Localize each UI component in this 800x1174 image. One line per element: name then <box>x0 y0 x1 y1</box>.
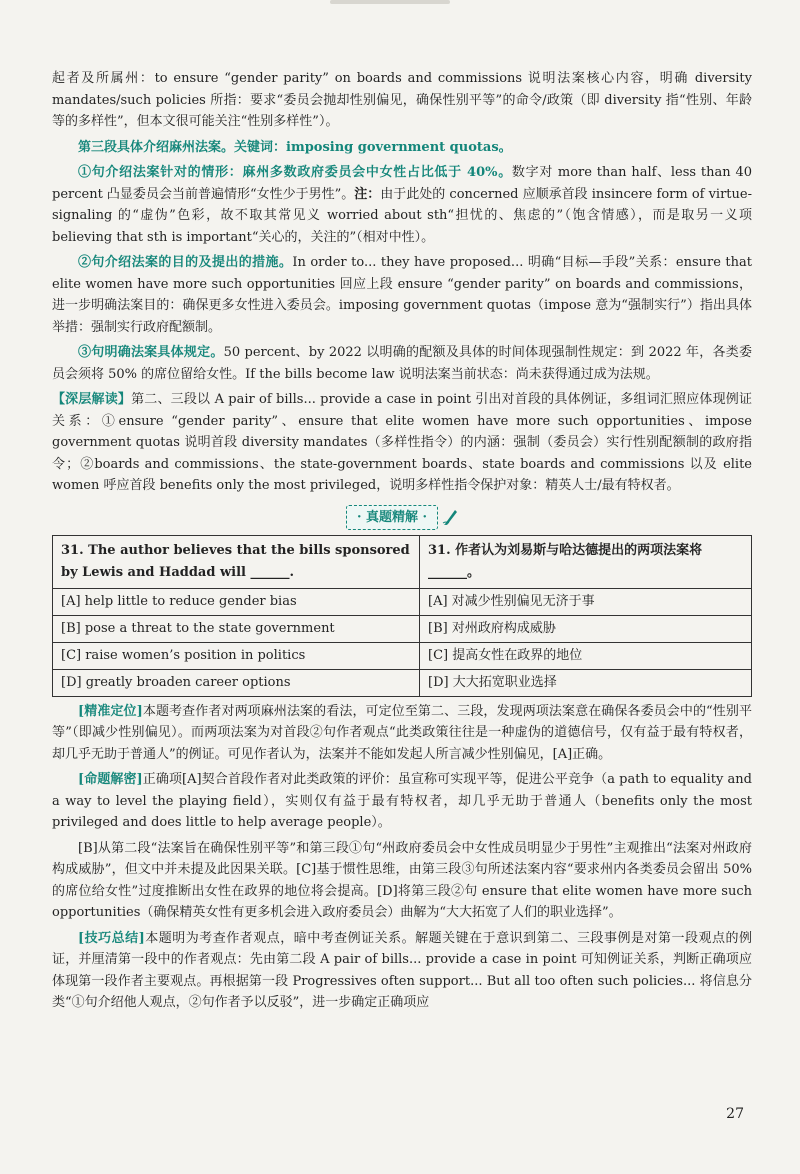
option-row <box>53 642 752 669</box>
precise-location-body: 本题考查作者对两项麻州法案的看法，可定位至第二、三段，发现两项法案意在确保各委员会中的“性别平等”（即减少性别偏见）。而两项法案为对首段②句作者观点“此类政策往往是一种虚伪的道德信号，仅有益于最有特权者，却几乎无助于普通人”的例证。可见作者认为，法案并不能如发起人所言减少性别偏见，[A]正确。 <box>52 703 752 762</box>
option-b-zh: [B] 对州政府构成威胁 <box>420 615 752 642</box>
option-a-en: [A] help little to reduce gender bias <box>53 588 420 615</box>
deep-reading-label: 【深层解读】 <box>52 392 132 407</box>
technique-summary-label: [技巧总结] <box>78 930 145 946</box>
option-d-en: [D] greatly broaden career options <box>53 669 420 696</box>
question-header-row <box>53 535 752 588</box>
paragraph-deep-reading <box>52 389 752 497</box>
sentence2-heading: ②句介绍法案的目的及提出的措施。 <box>78 255 293 270</box>
technique-summary-body: 本题明为考查作者观点，暗中考查例证关系。解题关键在于意识到第二、三段事例是对第一段观点的例证，并厘清第一段中的作者观点：先由第二段 A pair of bills... provide a case in point 可知例证关系，判断正确项应体现第一段作者主要观点。再根据第一段 Progressives often support... But all too often such policies... 将信息分类“①句介绍他人观点，②句作者予以反驳”，进一步确定正确项应 <box>52 930 752 1010</box>
option-c-zh: [C] 提高女性在政界的地位 <box>420 642 752 669</box>
main-content <box>52 68 752 1014</box>
paragraph-sentence2 <box>52 252 752 338</box>
section-banner <box>52 505 752 529</box>
paragraph-sentence3 <box>52 342 752 385</box>
paragraph-distractors: [B]从第二段“法案旨在确保性别平等”和第三段①句“州政府委员会中女性成员明显少于男性”主观推出“法案对州政府构成威胁”，但文中并未提及此因果关联。[C]基于惯性思维，由第三段③句所述法案内容“要求州内各类委员会留出 50% 的席位给女性”过度推断出女性在政界的地位将会提高。[D]将第三段②句 ensure that elite women have more such opportunities（确保精英女性有更多机会进入政府委员会）曲解为“大大拓宽了人们的职业选择”。 <box>52 840 752 920</box>
option-c-en: [C] raise women’s position in politics <box>53 642 420 669</box>
question-table <box>52 535 752 697</box>
deep-reading-body: 第二、三段以 A pair of bills... provide a case in point 引出对首段的具体例证，多组词汇照应体现例证关系：①ensure “gender parity”、ensure that elite women have more such opportunities、impose government quotas 说明首段 diversity mandates（多样性指令）的内涵：强制（委员会）实行性别配额制的政府指令；②boards and commissions、the state-government boards、state boards and commissions 以及 elite women 呼应首段 benefits only the most privileged，说明多样性指令保护对象：精英人士/最有特权者。 <box>52 392 752 493</box>
section-heading-para3: 第三段具体介绍麻州法案。关键词：imposing government quotas。 <box>78 139 512 155</box>
paragraph-precise-location <box>52 701 752 766</box>
option-b-en: [B] pose a threat to the state government <box>53 615 420 642</box>
scan-artifact <box>330 0 450 4</box>
sentence2-body: In order to... they have proposed... 明确“目标—手段”关系：ensure that elite women have more such opportunities 回应上段 ensure “gender parity” on boards and commissions，进一步明确法案目的：确保更多女性进入委员会。imposing government quotas（impose 意为“强制实行”）指出具体举措：强制实行政府配额制。 <box>52 255 752 335</box>
precise-location-label: [精准定位] <box>78 703 143 719</box>
note-body: 由于此处的 concerned 应顺承首段 insincere form of virtue-signaling 的“虚伪”色彩，故不取其常见义 worried about sth“担忧的、焦虑的”（饱含情感），而是取另一义项 believing that sth is important“关心的，关注的”（相对中性）。 <box>52 186 752 245</box>
note-label: 注： <box>354 186 381 202</box>
paragraph-intro: 起者及所属州：to ensure “gender parity” on boards and commissions 说明法案核心内容，明确 diversity mandates/such policies 所指：要求“委员会抛却性别偏见，确保性别平等”的命令/政策（即 diversity 指“性别、年龄等的多样性”，但本文很可能关注“性别多样性”）。 <box>52 71 752 129</box>
option-d-zh: [D] 大大拓宽职业选择 <box>420 669 752 696</box>
question-analysis-body: 正确项[A]契合首段作者对此类政策的评价：虽宣称可实现平等，促进公平竞争（a path to equality and a way to level the playing field），实则仅有益于最有特权者，却几乎无助于普通人（benefits only the most privileged and does little to help average people）。 <box>52 772 752 830</box>
sentence1-heading: ①句介绍法案针对的情形：麻州多数政府委员会中女性占比低于 40%。 <box>78 165 512 180</box>
option-a-zh: [A] 对减少性别偏见无济于事 <box>420 588 752 615</box>
paragraph-sentence1 <box>52 162 752 248</box>
sentence1-body: 数字对 more than half、less than 40 percent 凸显委员会当前普遍情形“女性少于男性”。 <box>52 165 752 202</box>
paragraph-question-analysis <box>52 769 752 834</box>
question-stem-en: 31. The author believes that the bills sponsored by Lewis and Haddad will ______. <box>53 535 420 588</box>
banner-label: · 真题精解 · <box>346 505 438 531</box>
sentence3-body: 50 percent、by 2022 以明确的配额及具体的时间体现强制性规定：到 2022 年，各类委员会须将 50% 的席位留给女性。If the bills become law 说明法案当前状态：尚未获得通过成为法规。 <box>52 345 752 382</box>
question-analysis-label: [命题解密] <box>78 772 143 787</box>
question-stem-zh: 31. 作者认为刘易斯与哈达德提出的两项法案将______。 <box>420 535 752 588</box>
page-number: 27 <box>726 1106 744 1122</box>
paragraph-technique-summary <box>52 928 752 1014</box>
option-row <box>53 669 752 696</box>
option-row <box>53 615 752 642</box>
option-row <box>53 588 752 615</box>
sentence3-heading: ③句明确法案具体规定。 <box>78 345 224 360</box>
pen-icon <box>442 508 458 526</box>
